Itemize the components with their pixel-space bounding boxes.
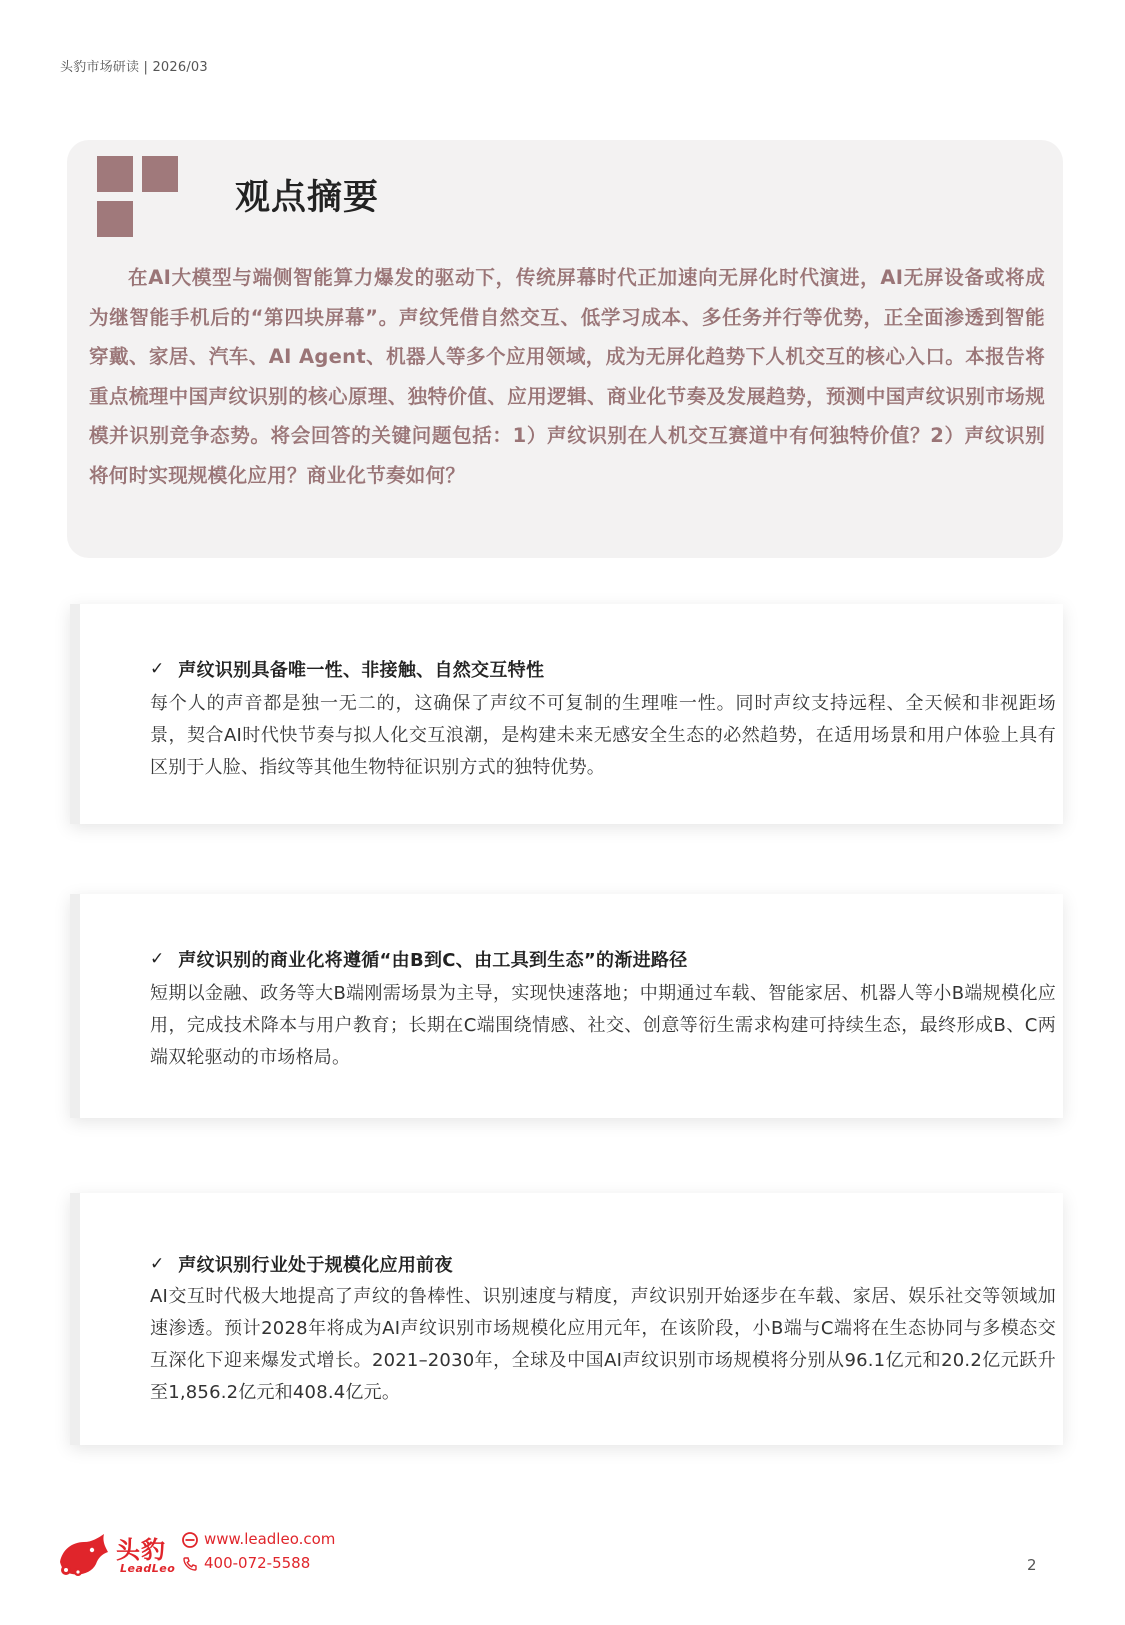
card-title: 声纹识别具备唯一性、非接触、自然交互特性	[178, 660, 545, 681]
leadleo-logo-icon	[56, 1532, 110, 1578]
card-heading	[150, 656, 544, 682]
card-text: 短期以金融、政务等大B端刚需场景为主导，实现快速落地；中期通过车载、智能家居、机器人等小B端规模化应用，完成技术降本与用户教育；长期在C端围绕情感、社交、创意等衍生需求构建可持续生态，最终形成B、C两端双轮驱动的市场格局。	[150, 983, 1056, 1068]
checkmark-icon: ✓	[150, 949, 165, 969]
summary-box	[67, 140, 1063, 558]
card-text: 每个人的声音都是独一无二的，这确保了声纹不可复制的生理唯一性。同时声纹支持远程、全天候和非视距场景，契合AI时代快节奏与拟人化交互浪潮，是构建未来无感安全生态的必然趋势，在适用场景和用户体验上具有区别于人脸、指纹等其他生物特征识别方式的独特优势。	[150, 693, 1056, 778]
card-title: 声纹识别的商业化将遵循“由B到C、由工具到生态”的渐进路径	[178, 950, 688, 971]
phone-number: 400-072-5588	[204, 1554, 311, 1572]
key-point-card	[70, 1193, 1063, 1445]
brand-name-en: LeadLeo	[120, 1562, 176, 1575]
checkmark-icon: ✓	[150, 1254, 165, 1274]
phone-icon	[182, 1556, 198, 1572]
key-point-card	[70, 894, 1063, 1118]
card-title: 声纹识别行业处于规模化应用前夜	[178, 1255, 453, 1276]
card-text: AI交互时代极大地提高了声纹的鲁棒性、识别速度与精度，声纹识别开始逐步在车载、家居、娱乐社交等领域加速渗透。预计2028年将成为AI声纹识别市场规模化应用元年，在该阶段，小B端与C端将在生态协同与多模态交互深化下迎来爆发式增长。2021–2030年，全球及中国AI声纹识别市场规模将分别从96.1亿元和20.2亿元跃升至1,856.2亿元和408.4亿元。	[150, 1286, 1056, 1403]
decor-square	[97, 156, 133, 192]
web-icon	[182, 1532, 198, 1548]
website-link[interactable]: www.leadleo.com	[204, 1530, 336, 1548]
decor-square	[142, 156, 178, 192]
checkmark-icon: ✓	[150, 659, 165, 679]
decor-square	[97, 201, 133, 237]
page-number: 2	[1027, 1556, 1037, 1574]
summary-title: 观点摘要	[235, 178, 380, 218]
card-heading	[150, 1251, 453, 1277]
footer	[56, 1528, 1056, 1588]
brand-name-cn: 头豹	[116, 1536, 166, 1564]
header-meta: 头豹市场研读 | 2026/03	[60, 60, 208, 75]
key-point-card	[70, 604, 1063, 824]
summary-text: 在AI大模型与端侧智能算力爆发的驱动下，传统屏幕时代正加速向无屏化时代演进，AI无屏设备或将成为继智能手机后的“第四块屏幕”。声纹凭借自然交互、低学习成本、多任务并行等优势，正全面渗透到智能穿戴、家居、汽车、AI Agent、机器人等多个应用领域，成为无屏化趋势下人机交互的核心入口。本报告将重点梳理中国声纹识别的核心原理、独特价值、应用逻辑、商业化节奏及发展趋势，预测中国声纹识别市场规模并识别竞争态势。将会回答的关键问题包括：1）声纹识别在人机交互赛道中有何独特价值？2）声纹识别将何时实现规模化应用？商业化节奏如何？	[89, 266, 1045, 487]
card-heading	[150, 946, 688, 972]
